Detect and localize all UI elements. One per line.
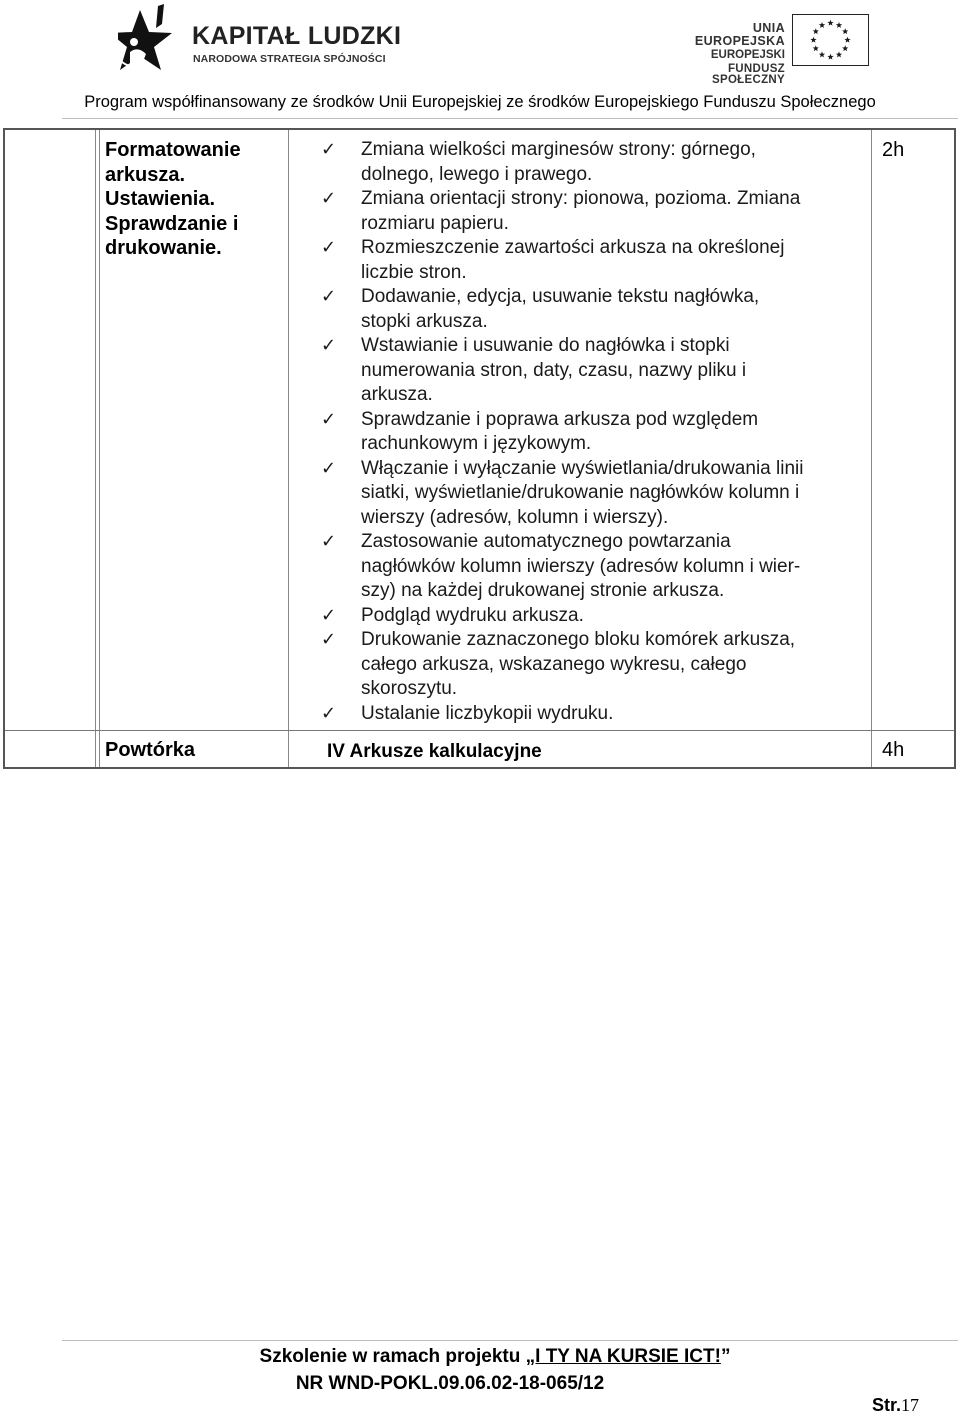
list-item-text: rachunkowym i językowym. xyxy=(361,433,592,454)
checkmark-icon: ✓ xyxy=(321,188,337,209)
list-item-text: Zastosowanie automatycznego powtarzania xyxy=(361,531,731,552)
checkmark-icon: ✓ xyxy=(321,702,337,724)
list-item-text: Zmiana wielkości marginesów strony: górnego, xyxy=(361,139,756,160)
table-col-divider-2 xyxy=(288,130,289,767)
table-row-divider xyxy=(5,730,954,731)
footer-project-prefix: Szkolenie w ramach projektu xyxy=(259,1346,526,1367)
list-item-text: całego arkusza, wskazanego wykresu, całego xyxy=(361,653,747,675)
list-item xyxy=(309,138,869,187)
program-funding-line: Program współfinansowany ze środków Unii Europejskiej ze środków Europejskiego Funduszu Społecznego xyxy=(84,93,876,111)
header-divider xyxy=(62,118,958,119)
footer-project-name: „I TY NA KURSIE ICT! xyxy=(525,1346,721,1367)
list-item-text: numerowania stron, daty, czasu, nazwy pliku i xyxy=(361,359,747,381)
page-header xyxy=(0,0,960,120)
eu-logo-line2: EUROPEJSKI xyxy=(710,49,785,61)
checkmark-icon: ✓ xyxy=(321,531,337,552)
topic-cell-formatting xyxy=(105,138,275,261)
topic-cell-review: Powtórka xyxy=(105,739,196,761)
topic-line: Ustawienia. xyxy=(105,188,216,210)
list-item-text: Sprawdzanie i poprawa arkusza pod względem xyxy=(361,408,759,430)
page-number-label: Str. xyxy=(872,1395,902,1415)
checkmark-icon: ✓ xyxy=(321,408,337,430)
checkmark-icon: ✓ xyxy=(321,237,337,258)
topic-line: arkusza. xyxy=(105,163,186,186)
kapital-ludzki-title: KAPITAŁ LUDZKI xyxy=(192,22,402,50)
hours-cell-row1: 2h xyxy=(882,139,905,161)
kapital-ludzki-subtitle: NARODOWA STRATEGIA SPÓJNOŚCI xyxy=(193,53,386,65)
list-item-text: liczbie stron. xyxy=(361,261,467,283)
list-item-text: Rozmieszczenie zawartości arkusza na określonej xyxy=(361,237,785,258)
list-item-text: dolnego, lewego i prawego. xyxy=(361,163,593,185)
table-col-divider-3 xyxy=(871,130,872,767)
checkmark-icon: ✓ xyxy=(321,286,337,307)
list-item-text: Dodawanie, edycja, usuwanie tekstu nagłówka, xyxy=(361,286,760,307)
list-item-text: Wstawianie i usuwanie do nagłówka i stopki xyxy=(361,335,730,356)
eu-logo-line1: UNIA EUROPEJSKA xyxy=(694,21,785,48)
table-col-divider-1 xyxy=(95,130,96,767)
list-item-text: skoroszytu. xyxy=(361,678,458,699)
footer-project-line xyxy=(0,1345,960,1369)
footer-divider xyxy=(62,1340,958,1341)
list-item xyxy=(309,408,869,457)
footer-project-number: NR WND-POKL.09.06.02-18-065/12 xyxy=(295,1373,605,1394)
list-item-text: szy) na każdej drukowanej stronie arkusza. xyxy=(361,580,725,601)
topic-items-list xyxy=(309,138,869,726)
table-col-divider-1b xyxy=(99,130,100,767)
list-item-text: siatki, wyświetlanie/drukowanie nagłówków kolumn i xyxy=(361,482,800,503)
eu-flag-icon xyxy=(792,14,869,66)
list-item xyxy=(309,334,869,408)
list-item xyxy=(309,457,869,531)
list-item-text: Podgląd wydruku arkusza. xyxy=(361,604,584,626)
list-item-text: Zmiana orientacji strony: pionowa, pozioma. Zmiana xyxy=(361,188,801,209)
list-item xyxy=(309,702,869,727)
kapital-ludzki-star-icon xyxy=(118,2,196,86)
hours-cell-row2: 4h xyxy=(882,739,905,761)
footer-project-suffix: ” xyxy=(720,1346,731,1367)
checkmark-icon: ✓ xyxy=(321,457,337,479)
topic-line: drukowanie. xyxy=(105,237,222,259)
list-item xyxy=(309,236,869,285)
checkmark-icon: ✓ xyxy=(321,139,337,160)
list-item-text: rozmiaru papieru. xyxy=(361,212,509,234)
checkmark-icon: ✓ xyxy=(321,629,337,650)
page-number xyxy=(872,1394,919,1416)
list-item-text: wierszy (adresów, kolumn i wierszy). xyxy=(361,506,669,528)
page-number-value: 17 xyxy=(901,1395,920,1415)
curriculum-table xyxy=(3,128,956,769)
list-item-text: stopki arkusza. xyxy=(361,310,488,332)
list-item xyxy=(309,530,869,604)
list-item-text: arkusza. xyxy=(361,384,433,405)
list-item xyxy=(309,604,869,629)
checkmark-icon: ✓ xyxy=(321,335,337,356)
checkmark-icon: ✓ xyxy=(321,604,337,626)
list-item xyxy=(309,187,869,236)
eu-logo-line3: FUNDUSZ SPOŁECZNY xyxy=(712,62,785,86)
list-item xyxy=(309,628,869,702)
eu-logo-text xyxy=(664,22,785,87)
list-item xyxy=(309,285,869,334)
topic-line: Sprawdzanie i xyxy=(105,212,239,235)
content-cell-review: IV Arkusze kalkulacyjne xyxy=(327,741,542,762)
list-item-text: Ustalanie liczbykopii wydruku. xyxy=(361,702,614,724)
list-item-text: Włączanie i wyłączanie wyświetlania/drukowania linii xyxy=(361,457,804,479)
topic-line: Formatowanie xyxy=(105,139,241,161)
list-item-text: Drukowanie zaznaczonego bloku komórek arkusza, xyxy=(361,629,796,650)
list-item-text: nagłówków kolumn iwierszy (adresów kolumn i wier- xyxy=(361,555,801,577)
